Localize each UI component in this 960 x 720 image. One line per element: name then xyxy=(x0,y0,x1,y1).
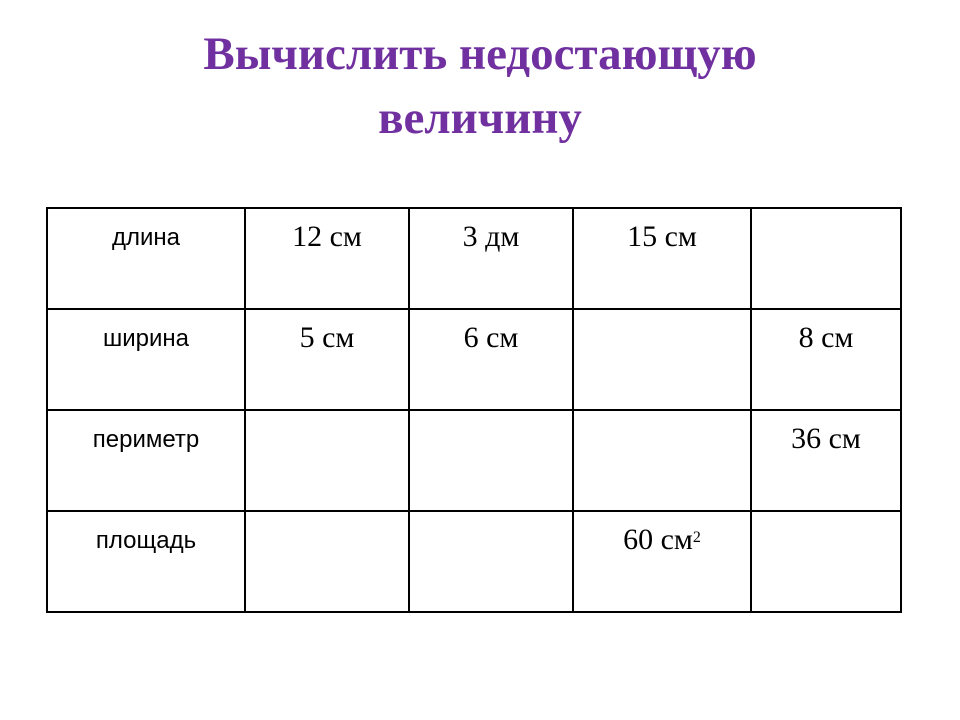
table-row-perimeter xyxy=(47,410,901,511)
table-row-length xyxy=(47,208,901,309)
row-label-perimeter: периметр xyxy=(47,410,245,511)
table-cell xyxy=(751,208,901,309)
table-cell xyxy=(573,410,751,511)
table-cell: 5 см xyxy=(245,309,409,410)
slide-title-line-2: величину xyxy=(378,92,582,144)
row-label-area: площадь xyxy=(47,511,245,612)
table-cell: 8 см xyxy=(751,309,901,410)
table-cell: 36 см xyxy=(751,410,901,511)
table-cell xyxy=(245,511,409,612)
row-label-width: ширина xyxy=(47,309,245,410)
table-row-area xyxy=(47,511,901,612)
row-label-length: длина xyxy=(47,208,245,309)
table-cell: 6 см xyxy=(409,309,573,410)
area-value: 60 см xyxy=(623,523,693,556)
unit-power: 2 xyxy=(692,529,701,546)
table-cell xyxy=(409,511,573,612)
table-cell xyxy=(409,410,573,511)
table-cell xyxy=(245,410,409,511)
table-row-width xyxy=(47,309,901,410)
table-cell: 12 см xyxy=(245,208,409,309)
table-cell: 3 дм xyxy=(409,208,573,309)
table-cell: 15 см xyxy=(573,208,751,309)
rectangle-table xyxy=(46,207,902,613)
table-cell xyxy=(573,511,751,612)
slide-title xyxy=(0,22,960,150)
table-cell xyxy=(751,511,901,612)
slide-title-line-1: Вычислить недостающую xyxy=(203,28,757,80)
table-cell xyxy=(573,309,751,410)
